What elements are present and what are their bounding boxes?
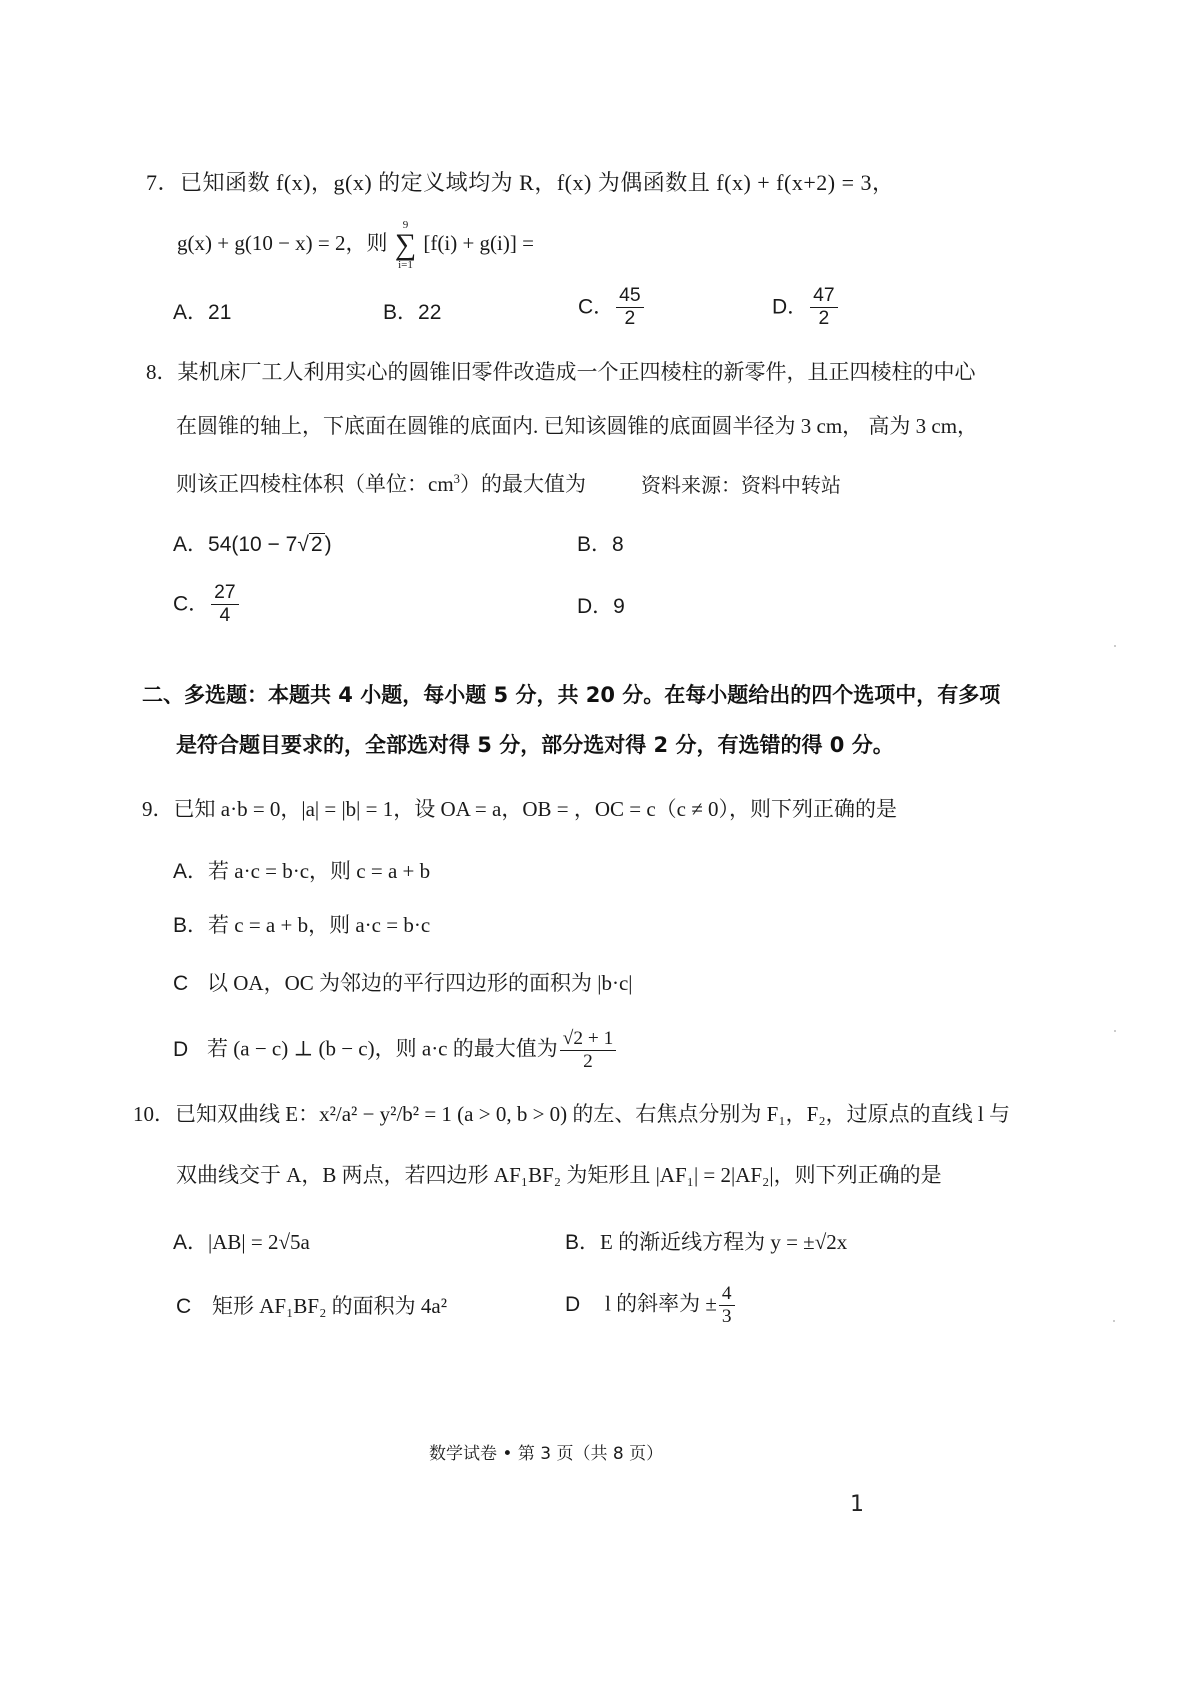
- q7-option-b-value: 22: [418, 301, 442, 324]
- q7-sum-symbol: 9 ∑ i=1: [394, 219, 417, 271]
- q8-option-a-sqrt: √2: [297, 533, 323, 556]
- q8-option-b[interactable]: B．8: [577, 533, 624, 556]
- q9-option-d[interactable]: D 若 (a − c) ⊥ (b − c)，则 a·c 的最大值为 $\frac{√2 + 1}{2}$: [173, 1028, 618, 1073]
- q8-unit: cm: [428, 472, 454, 496]
- q10-option-c-text: 矩形 AF₁BF₂ 的面积为 4a²: [212, 1294, 448, 1318]
- source-note: 资料来源：资料中转站: [641, 473, 841, 497]
- q9-number: 9．: [142, 797, 174, 821]
- q8-line1: 8．某机床厂工人利用实心的圆锥旧零件改造成一个正四棱柱的新零件，且正四棱柱的中心: [146, 360, 976, 384]
- q10-option-a-text: |AB| = 2√5a: [208, 1230, 310, 1254]
- q8-option-d[interactable]: D．9: [577, 595, 625, 618]
- q10-line1: [133, 1102, 1010, 1127]
- q10-option-d-text: l 的斜率为 ±: [605, 1291, 717, 1316]
- scan-speck: [1114, 645, 1116, 647]
- q9-option-a-text: 若 a·c = b·c，则 c = a + b: [208, 859, 431, 883]
- q9-option-b[interactable]: B．若 c = a + b，则 a·c = b·c: [173, 913, 431, 937]
- q7-line2: [177, 220, 534, 271]
- q8-option-d-value: 9: [613, 595, 625, 618]
- q7-option-c-fraction: $\frac{45}{2}$: [616, 285, 643, 330]
- q9-option-c[interactable]: C 以 OA，OC 为邻边的平行四边形的面积为 |b·c|: [173, 971, 633, 995]
- q10-option-d-fraction: $\frac{4}{3}$: [719, 1283, 735, 1328]
- q7-option-b[interactable]: B．22: [383, 301, 442, 324]
- q7-option-a[interactable]: A．21: [173, 301, 232, 324]
- q7-sum-upper: 9: [402, 219, 409, 231]
- q7-option-d[interactable]: D． $\frac{47}{2}$: [772, 285, 840, 330]
- scan-speck: [1114, 1030, 1116, 1032]
- q10-option-c[interactable]: C 矩形 AF₁BF₂ 的面积为 4a²: [176, 1294, 448, 1318]
- page-mark: 1: [850, 1492, 864, 1517]
- q10-option-a[interactable]: A．|AB| = 2√5a: [173, 1230, 310, 1254]
- q8-option-b-value: 8: [612, 533, 624, 556]
- q8-option-c[interactable]: C． $\frac{27}{4}$: [173, 582, 241, 627]
- q10-option-b[interactable]: B．E 的渐近线方程为 y = ±√2x: [565, 1230, 848, 1254]
- q7-sum-body: [f(i) + g(i)] =: [423, 231, 534, 256]
- q7-option-a-value: 21: [208, 301, 232, 324]
- q7-line1-text: 已知函数 f(x)，g(x) 的定义域均为 R，f(x) 为偶函数且 f(x) + f(x+2) = 3，: [180, 170, 895, 195]
- page-footer: 数学试卷 • 第 3 页（共 8 页）: [429, 1444, 664, 1464]
- q7-line2-text: g(x) + g(10 − x) = 2，则: [177, 231, 388, 256]
- q7-sum-lower: i=1: [398, 258, 413, 271]
- q10-option-b-text: E 的渐近线方程为 y = ±√2x: [600, 1230, 848, 1254]
- q10-number: 10．: [133, 1102, 175, 1126]
- q10-option-d[interactable]: D l 的斜率为 ± $\frac{4}{3}$: [565, 1283, 737, 1328]
- q8-line3: 则该正四棱柱体积（单位：$cm^3$）的最大值为: [176, 472, 586, 496]
- q9-stem-text: 已知 a·b = 0，|a| = |b| = 1，设 OA = a，OB = ，OC = c（c ≠ 0），则下列正确的是: [173, 797, 898, 821]
- q9-option-c-text: 以 OA，OC 为邻边的平行四边形的面积为 |b·c|: [207, 971, 633, 995]
- q9-option-a[interactable]: A．若 a·c = b·c，则 c = a + b: [173, 859, 431, 883]
- q9-stem: [142, 797, 897, 822]
- q10-line1-text: 已知双曲线 E：x²/a² − y²/b² = 1 (a > 0, b > 0) 的左、右焦点分别为 F₁，F₂，过原点的直线 l 与: [175, 1102, 1011, 1126]
- q8-option-c-fraction: $\frac{27}{4}$: [211, 582, 238, 627]
- q9-option-d-text: 若 (a − c) ⊥ (b − c)，则 a·c 的最大值为: [207, 1036, 558, 1061]
- section-heading: 二、多选题：本题共 4 小题，每小题 5 分，共 20 分。在每小题给出的四个选项中，有多项: [142, 683, 1001, 707]
- q9-option-b-text: 若 c = a + b，则 a·c = b·c: [208, 913, 431, 937]
- q8-number: 8．: [146, 360, 178, 384]
- q7-option-d-fraction: $\frac{47}{2}$: [810, 285, 837, 330]
- q7-line1: [146, 170, 894, 196]
- scan-speck: [1113, 1320, 1115, 1322]
- q7-number: 7．: [146, 170, 181, 195]
- q9-option-d-fraction: $\frac{√2 + 1}{2}$: [560, 1028, 616, 1073]
- q10-line2: 双曲线交于 A，B 两点，若四边形 AF₁BF₂ 为矩形且 |AF₁| = 2|AF₂|，则下列正确的是: [176, 1163, 942, 1187]
- q8-option-a[interactable]: A．54(10 − 7√2): [173, 533, 332, 556]
- q7-option-c[interactable]: C． $\frac{45}{2}$: [578, 285, 646, 330]
- q8-line2: 在圆锥的轴上，下底面在圆锥的底面内. 已知该圆锥的底面圆半径为 3 cm， 高为 3 cm，: [176, 414, 979, 438]
- section-instructions: 是符合题目要求的，全部选对得 5 分，部分选对得 2 分，有选错的得 0 分。: [176, 733, 894, 757]
